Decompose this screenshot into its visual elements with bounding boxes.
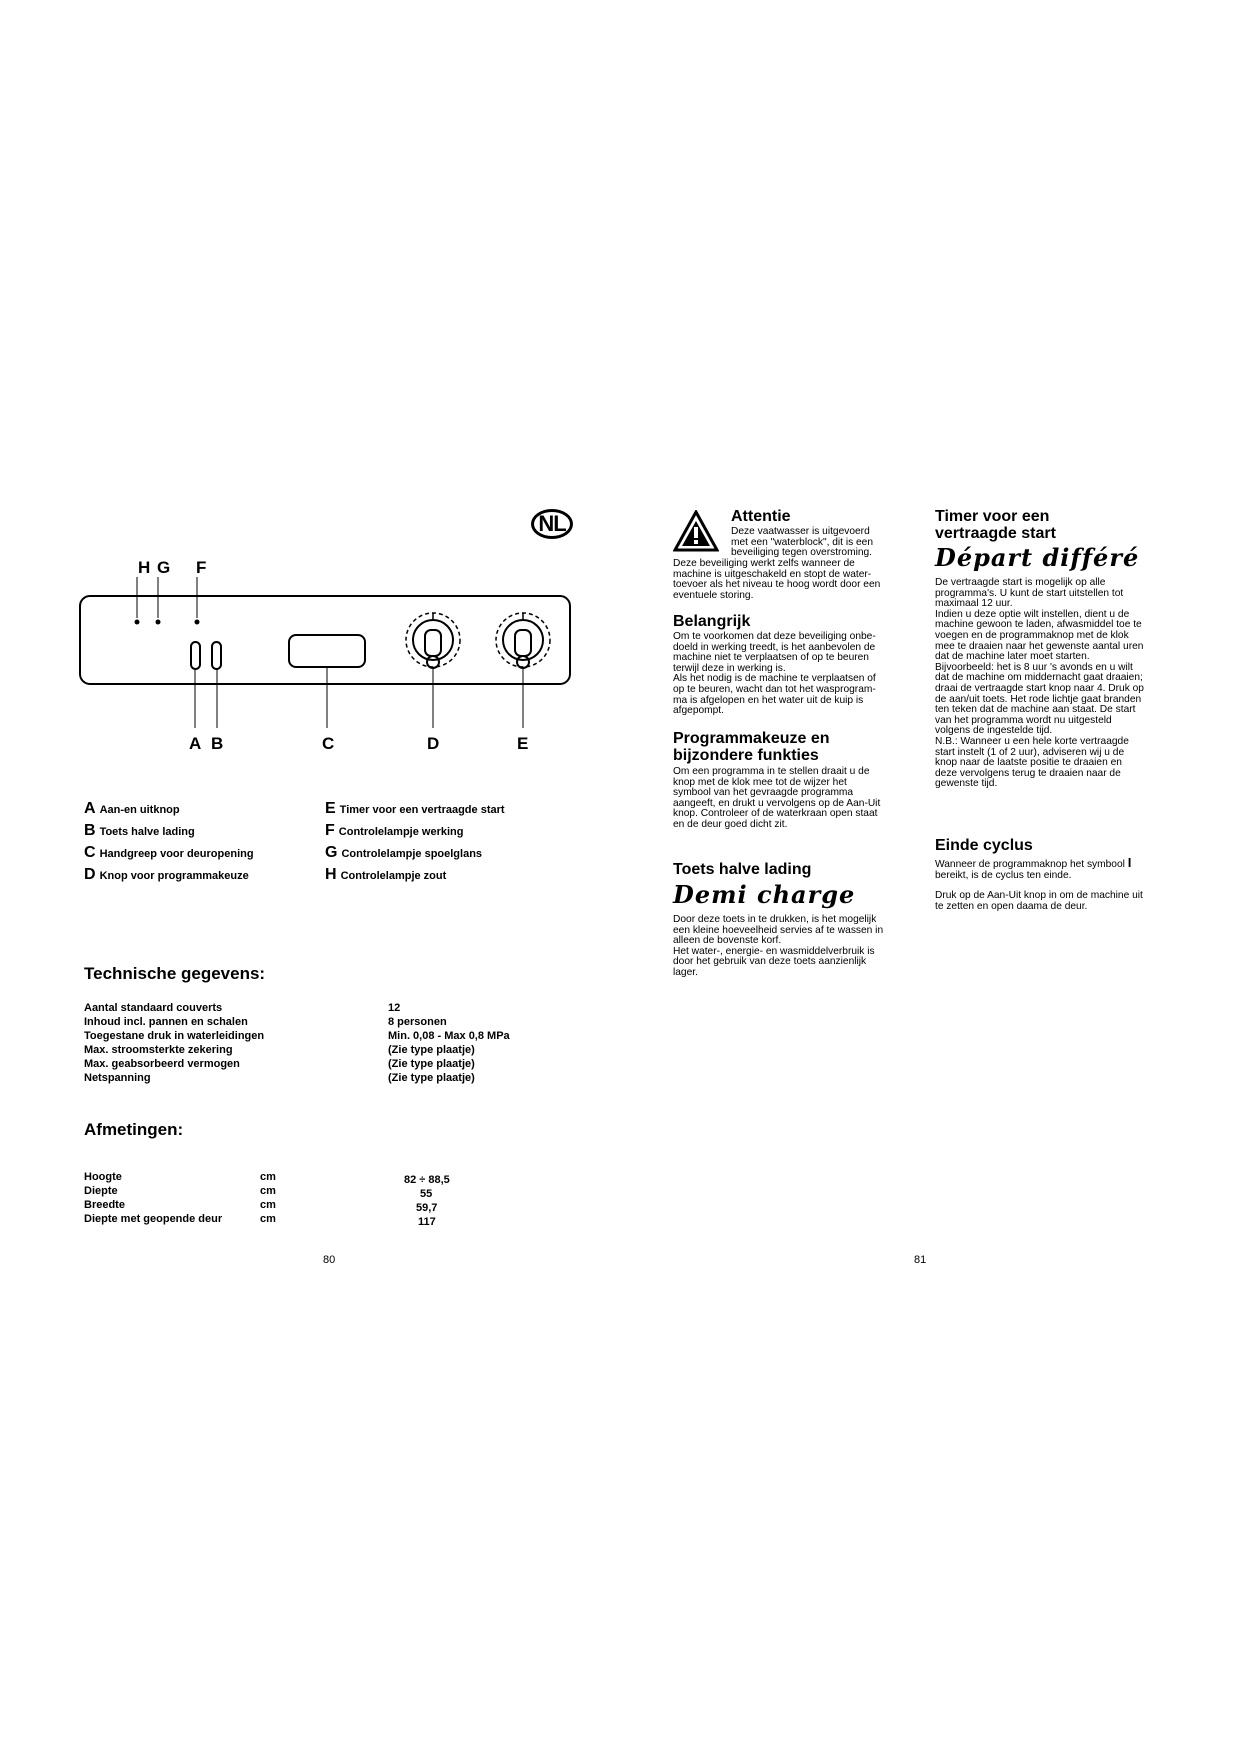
dim-label: Diepte — [84, 1185, 118, 1197]
belangrijk-title: Belangrijk — [673, 613, 751, 630]
spec-label: Max. stroomsterkte zekering — [84, 1044, 233, 1056]
dimensions-title: Afmetingen: — [84, 1120, 184, 1139]
timer-text: De vertraagde start is mogelijk op alle programma's. U kunt de start uitstellen tot maximaal 12 uur. Indien u deze optie wilt instellen, dient u de machine gewoon te laden, afwasmiddel toe te voegen en de programmaknop met de klok mee te draaien naar het gewenste aantal uren dat de machine later moet starten. Bijvoorbeeld: het is 8 uur 's avonds en u wilt dat de machine om middernacht gaat draaien; draai de vertraagde start knop naar 4. Druk op de aan/uit toets. Het rode lichtje gaat branden ten teken dat de machine aan staat. De start van het programma wordt nu uitgesteld volgens de ingestelde tijd. N.B.: Wanneer u een hele korte vertraagde start instelt (1 of 2 uur), adviseren wij u de knop naar de laatste positie te draaien en deze vervolgens terug te draaien naar de gewenste tijd. — [935, 577, 1144, 790]
tech-specs-table — [84, 1001, 544, 1091]
dim-unit: cm — [260, 1199, 276, 1211]
spec-value: 8 personen — [388, 1016, 447, 1028]
tech-specs-title: Technische gegevens: — [84, 964, 266, 983]
programmakeuze-title: Programmakeuze en bijzondere funkties — [673, 730, 830, 764]
legend-item-e: E Timer voor een vertraagde start — [325, 800, 505, 817]
legend-item-f: F Controlelampje werking — [325, 822, 464, 839]
end-symbol: I — [1127, 855, 1132, 870]
diagram-label-e: E — [517, 734, 529, 753]
control-panel-diagram — [70, 555, 590, 755]
button-b-shape — [212, 642, 221, 669]
legend-item-b: B Toets halve lading — [84, 822, 195, 839]
dim-value: 117 — [418, 1216, 436, 1228]
knob-e-shape — [496, 613, 550, 668]
dim-value: 55 — [420, 1188, 433, 1200]
attentie-text-short: Deze vaatwasser is uitgevoerd met een "waterblock", dit is een beveiliging tegen overstroming. — [731, 526, 874, 559]
spec-label: Max. geabsorbeerd vermogen — [84, 1058, 240, 1070]
spec-label: Toegestane druk in waterleidingen — [84, 1030, 265, 1042]
legend-item-d: D Knop voor programmakeuze — [84, 866, 249, 883]
indicator-f — [195, 620, 200, 625]
spec-label: Netspanning — [84, 1072, 151, 1084]
page-number-right: 81 — [914, 1254, 927, 1266]
attentie-title: Attentie — [731, 508, 791, 525]
diagram-label-g: G — [157, 558, 171, 577]
dim-unit: cm — [260, 1185, 276, 1197]
dim-unit: cm — [260, 1213, 276, 1225]
dim-label: Breedte — [84, 1199, 125, 1211]
spec-value: Min. 0,08 - Max 0,8 MPa — [388, 1030, 510, 1042]
dim-unit: cm — [260, 1171, 276, 1183]
spec-label: Aantal standaard couverts — [84, 1002, 223, 1014]
spec-value: (Zie type plaatje) — [388, 1044, 475, 1056]
knob-d-shape — [406, 613, 460, 668]
halve-lading-title: Toets halve lading — [673, 861, 812, 878]
legend-item-a: A Aan-en uitknop — [84, 800, 180, 817]
dim-label: Diepte met geopende deur — [84, 1213, 223, 1225]
spec-value: 12 — [388, 1002, 401, 1014]
spec-value: (Zie type plaatje) — [388, 1072, 475, 1084]
indicator-g — [156, 620, 161, 625]
indicator-h — [135, 620, 140, 625]
diagram-label-f: F — [196, 558, 207, 577]
diagram-label-a: A — [189, 734, 202, 753]
attentie-text-full: Deze beveiliging werkt zelfs wanneer de machine is uitgeschakeld en stopt de water- toevoer als het niveau te hoog wordt door een eventuele storing. — [673, 558, 881, 601]
depart-differe-script-title: Départ différé — [935, 543, 1140, 572]
diagram-label-b: B — [211, 734, 224, 753]
halve-lading-text: Door deze toets in te drukken, is het mogelijk een kleine hoeveelheid servies af te wassen in alleen de bovenste korf. Het water-, energie- en wasmiddelverbruik is door het gebruik van deze toets aanzienlijk lager. — [673, 914, 884, 978]
language-badge: NL — [531, 509, 573, 539]
diagram-label-d: D — [427, 734, 440, 753]
dim-value: 59,7 — [416, 1202, 438, 1214]
belangrijk-text: Om te voorkomen dat deze beveiliging onbe- doeld in werking treedt, is het aanbevolen de machine niet te verplaatsen of op te beuren terwijl deze in werking is. Als het nodig is de machine te verplaatsen of op te beuren, wacht dan tot het wasprogram- ma is afgelopen en het water uit de kuip is afgepompt. — [673, 631, 876, 717]
spec-value: (Zie type plaatje) — [388, 1058, 475, 1070]
dim-value: 82 ÷ 88,5 — [404, 1174, 450, 1186]
dimensions-table — [84, 1170, 544, 1230]
warning-icon — [673, 510, 719, 552]
timer-title: Timer voor een vertraagde start — [935, 508, 1056, 542]
button-a-shape — [191, 642, 200, 669]
programmakeuze-text: Om een programma in te stellen draait u de knop met de klok mee tot de wijzer het symbool van het gevraagde programma aangeeft, en drukt u vervolgens op de Aan-Uit knop. Controleer of de waterkraan open staat en de deur goed dicht zit. — [673, 766, 881, 830]
legend-item-c: C Handgreep voor deuropening — [84, 844, 254, 861]
handle-c-shape — [289, 635, 365, 667]
diagram-label-h: H — [138, 558, 151, 577]
einde-cyclus-text: Wanneer de programmaknop het symbool I bereikt, is de cyclus ten einde. Druk op de Aan-Uit knop in om de machine uit te zetten en open daama de deur. — [935, 855, 1143, 912]
legend-item-g: G Controlelampje spoelglans — [325, 844, 483, 861]
legend-item-h: H Controlelampje zout — [325, 866, 447, 883]
dim-label: Hoogte — [84, 1171, 122, 1183]
diagram-label-c: C — [322, 734, 335, 753]
page-number-left: 80 — [323, 1254, 336, 1266]
demi-charge-script-title: Demi charge — [673, 880, 856, 909]
spec-label: Inhoud incl. pannen en schalen — [84, 1016, 248, 1028]
einde-cyclus-title: Einde cyclus — [935, 837, 1033, 854]
